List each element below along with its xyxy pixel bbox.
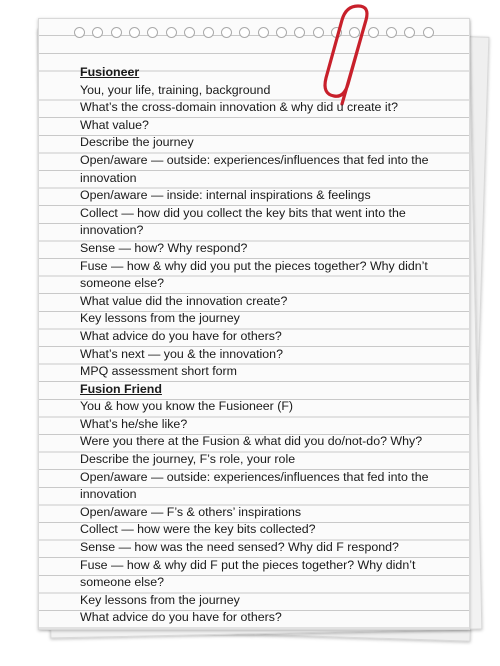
list-item: You & how you know the Fusioneer (F)	[80, 399, 294, 414]
list-item: Collect — how were the key bits collected?	[80, 522, 316, 537]
section-heading-fusioneer: Fusioneer	[80, 65, 140, 79]
list-item: Sense — how was the need sensed? Why did F respond?	[80, 540, 399, 555]
list-item: Describe the journey, F’s role, your role	[80, 452, 296, 467]
hole-icon	[74, 27, 85, 38]
list-item: Key lessons from the journey	[80, 311, 240, 326]
hole-icon	[404, 27, 415, 38]
list-item: What advice do you have for others?	[80, 610, 282, 625]
hole-icon	[423, 27, 434, 38]
hole-icon	[294, 27, 305, 38]
questionnaire-list	[80, 64, 460, 627]
list-item: Sense — how? Why respond?	[80, 240, 248, 255]
list-item: Fuse — how & why did you put the pieces together? Why didn’t someone else?	[80, 258, 428, 291]
list-item: Were you there at the Fusion & what did you do/not-do? Why?	[80, 434, 423, 449]
list-item: Open/aware — F’s & others’ inspirations	[80, 504, 302, 519]
list-item: What’s he/she like?	[80, 416, 188, 431]
hole-icon	[258, 27, 269, 38]
hole-icon	[276, 27, 287, 38]
section-heading-fusion-friend: Fusion Friend	[80, 381, 162, 396]
list-item: MPQ assessment short form	[80, 364, 237, 379]
spiral-holes	[74, 27, 434, 41]
list-item: Describe the journey	[80, 135, 194, 150]
hole-icon	[92, 27, 103, 38]
list-item: What value?	[80, 117, 149, 132]
list-item: Fuse — how & why did F put the pieces together? Why didn’t someone else?	[80, 557, 416, 590]
list-item: You, your life, training, background	[80, 82, 271, 97]
list-item: What value did the innovation create?	[80, 293, 288, 308]
list-item: Open/aware — outside: experiences/influences that fed into the innovation	[80, 152, 429, 185]
hole-icon	[184, 27, 195, 38]
list-item: What’s next — you & the innovation?	[80, 346, 283, 361]
list-item: Open/aware — inside: internal inspirations & feelings	[80, 188, 371, 203]
hole-icon	[129, 27, 140, 38]
list-item: Open/aware — outside: experiences/influences that fed into the innovation	[80, 469, 429, 502]
list-item: Collect — how did you collect the key bits that went into the innovation?	[80, 205, 406, 238]
hole-icon	[203, 27, 214, 38]
hole-icon	[166, 27, 177, 38]
hole-icon	[239, 27, 250, 38]
list-item: Key lessons from the journey	[80, 592, 240, 607]
list-item: What advice do you have for others?	[80, 328, 282, 343]
hole-icon	[147, 27, 158, 38]
hole-icon	[386, 27, 397, 38]
hole-icon	[111, 27, 122, 38]
hole-icon	[221, 27, 232, 38]
list-item: What’s the cross-domain innovation & why did u create it?	[80, 100, 398, 115]
